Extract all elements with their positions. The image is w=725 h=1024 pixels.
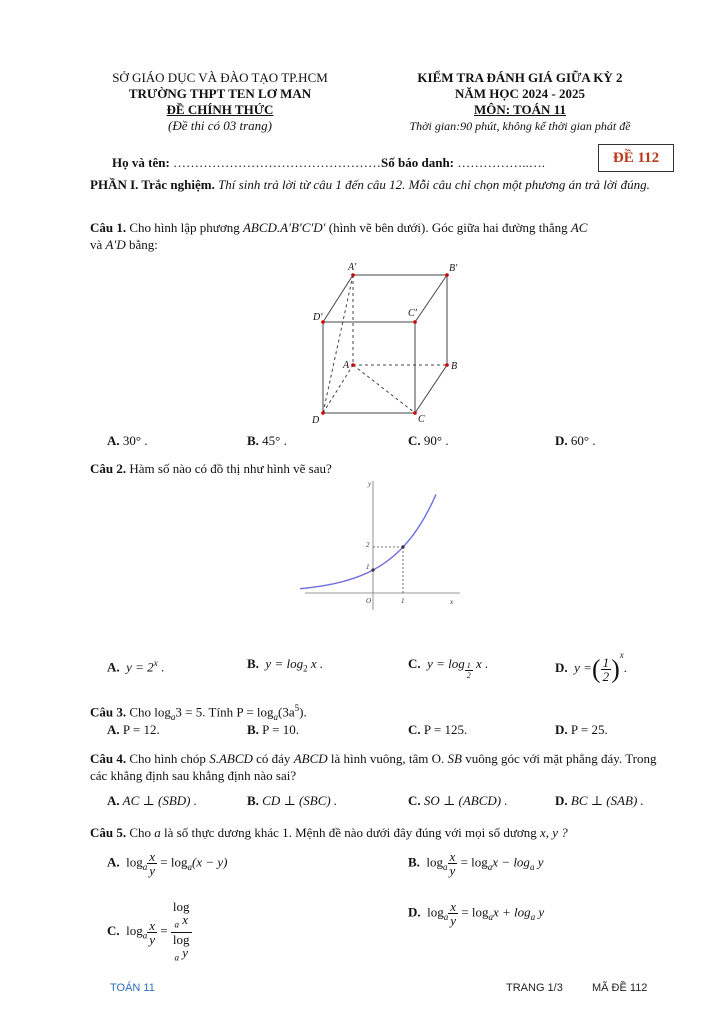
q4-option-d[interactable]: D. BC ⊥ (SAB) . xyxy=(555,793,644,808)
q4-option-b[interactable]: B. CD ⊥ (SBC) . xyxy=(247,793,338,808)
q1-text4: bằng: xyxy=(128,237,158,252)
vertex-b: B xyxy=(451,361,458,372)
marked-point-0 xyxy=(371,568,374,571)
name-label: Họ và tên: xyxy=(112,155,170,170)
q5-option-d[interactable]: D. $\log_a$ $\frac{x}{y}$ = $\log_ax + \log_a y$ xyxy=(408,899,545,928)
time-note: Thời gian:90 phút, không kể thời gian phát đề xyxy=(409,119,631,133)
vertex-d1: D′ xyxy=(313,312,323,323)
question-4: Câu 4. Cho hình chóp S.ABCD có đáy ABCD là hình vuông, tâm O. SB vuông góc với mặt phẳng đáy. Trong các khẳng định sau khẳng định nào sai? xyxy=(90,751,657,783)
q2-text: Hàm số nào có đồ thị như hình vẽ sau? xyxy=(129,461,332,476)
q3-label: Câu 3. xyxy=(90,704,127,720)
vertex-a1: A′ xyxy=(348,262,357,273)
q3-option-a[interactable]: A. P = 12. xyxy=(107,722,160,737)
x-axis-label: x xyxy=(450,598,454,606)
q1-line-ac: AC xyxy=(570,220,588,235)
q1-text: Cho hình lập phương xyxy=(129,220,240,235)
vertex-b1: B′ xyxy=(449,263,458,274)
footer-code: MÃ ĐỀ 112 xyxy=(592,982,648,994)
q2-option-a[interactable]: A. $y = 2^x$ . xyxy=(107,658,165,675)
q3-option-c[interactable]: C. P = 125. xyxy=(408,722,468,737)
question-1 xyxy=(90,219,670,253)
marked-point-1 xyxy=(401,545,404,548)
q3-option-d[interactable]: D. P = 25. xyxy=(555,722,608,737)
x-tick-1: 1 xyxy=(401,597,405,605)
q3-option-b[interactable]: B. P = 10. xyxy=(247,722,300,737)
q3-text2: 3 = 5. Tính P = log xyxy=(175,704,274,720)
q2-option-c[interactable]: C. y = log $\frac{1}{2}$ x . xyxy=(408,656,489,680)
subject: MÔN: TOÁN 11 xyxy=(474,102,566,117)
official-label: ĐỀ CHÍNH THỨC xyxy=(166,102,274,117)
q5-option-c[interactable]: C. $\log_a$ $\frac{x}{y}$ = log $_a$ x log $_a$ y xyxy=(107,899,190,963)
q5-option-b[interactable]: B. $\log_a$ $\frac{x}{y}$ = $\log_ax - \log_a y$ xyxy=(408,849,544,878)
q1-line-ad: A′D xyxy=(105,237,126,252)
student-info-line xyxy=(112,154,545,171)
q3-text: Cho log xyxy=(129,704,171,720)
q1-option-b[interactable]: B. 45° . xyxy=(247,433,287,448)
exam-title: KIỂM TRA ĐÁNH GIÁ GIỮA KỲ 2 xyxy=(417,70,623,85)
q2-label: Câu 2. xyxy=(90,461,127,476)
y-axis-label: y xyxy=(368,480,372,488)
vertex-c: C xyxy=(418,414,425,425)
q1-text3: và xyxy=(90,237,103,252)
exam-code-box: ĐỀ 112 xyxy=(598,144,674,172)
header-right xyxy=(370,70,670,134)
q1-option-d[interactable]: D. 60° . xyxy=(555,433,596,448)
part1-instruction: Thí sinh trả lời từ câu 1 đến câu 12. Mỗi câu chỉ chọn một phương án trả lời đúng. xyxy=(218,177,650,192)
y-tick-1: 1 xyxy=(366,563,370,571)
question-3: Câu 3. Cho $\log_a3 = 5$. Tính $P = \log_a(3a^5)$. xyxy=(90,703,307,722)
y-tick-2: 2 xyxy=(366,541,370,549)
vertex-c1: C′ xyxy=(408,308,417,319)
q1-cube-name: ABCD.A′B′C′D′ xyxy=(242,220,326,235)
q2-option-b[interactable]: B. $y = \log_2 x$ . xyxy=(247,656,324,674)
q5-label: Câu 5. xyxy=(90,825,127,840)
q4-option-c[interactable]: C. SO ⊥ (ABCD) . xyxy=(408,793,508,808)
cube-figure xyxy=(300,255,470,430)
school-year: NĂM HỌC 2024 - 2025 xyxy=(455,86,585,101)
question-2 xyxy=(90,460,332,477)
footer-page: TRANG 1/3 xyxy=(506,982,563,994)
q4-option-a[interactable]: A. AC ⊥ (SBD) . xyxy=(107,793,197,808)
q2-option-d[interactable]: D. y =( $\frac{1}{2}$ )$^x$. xyxy=(555,650,628,684)
q1-text2: (hình vẽ bên dưới). Góc giữa hai đường thẳng xyxy=(328,220,568,235)
name-dots: ………………………………………… xyxy=(173,155,382,170)
sbd-dots: ……………..…. xyxy=(457,155,546,170)
origin-label: O xyxy=(366,597,372,605)
vertex-d: D xyxy=(312,415,320,426)
dept-name: SỞ GIÁO DỤC VÀ ĐÀO TẠO TP.HCM xyxy=(112,70,328,85)
q2-graph xyxy=(300,477,465,612)
q4-solid: S.ABCD xyxy=(209,751,253,766)
q5-option-a[interactable]: A. $\log_a$ $\frac{x}{y}$ = $\log_a(x - y)$ xyxy=(107,849,228,878)
part1-title: PHẦN I. Trắc nghiệm. xyxy=(90,177,215,192)
q1-option-c[interactable]: C. 90° . xyxy=(408,433,449,448)
q1-option-a[interactable]: A. 30° . xyxy=(107,433,148,448)
part1-heading xyxy=(90,176,670,193)
q4-label: Câu 4. xyxy=(90,751,127,766)
header-left xyxy=(70,70,370,134)
page-count-note: (Đề thi có 03 trang) xyxy=(168,118,272,133)
sbd-label: Số báo danh: xyxy=(381,155,455,170)
school-name: TRƯỜNG THPT TEN LƠ MAN xyxy=(128,86,312,101)
q1-label: Câu 1. xyxy=(90,220,127,235)
question-5: Câu 5. Cho a là số thực dương khác 1. Mệnh đề nào dưới đây đúng với mọi số dương x, y ? xyxy=(90,825,568,840)
vertex-a: A xyxy=(343,360,350,371)
footer-subject: TOÁN 11 xyxy=(110,982,155,994)
